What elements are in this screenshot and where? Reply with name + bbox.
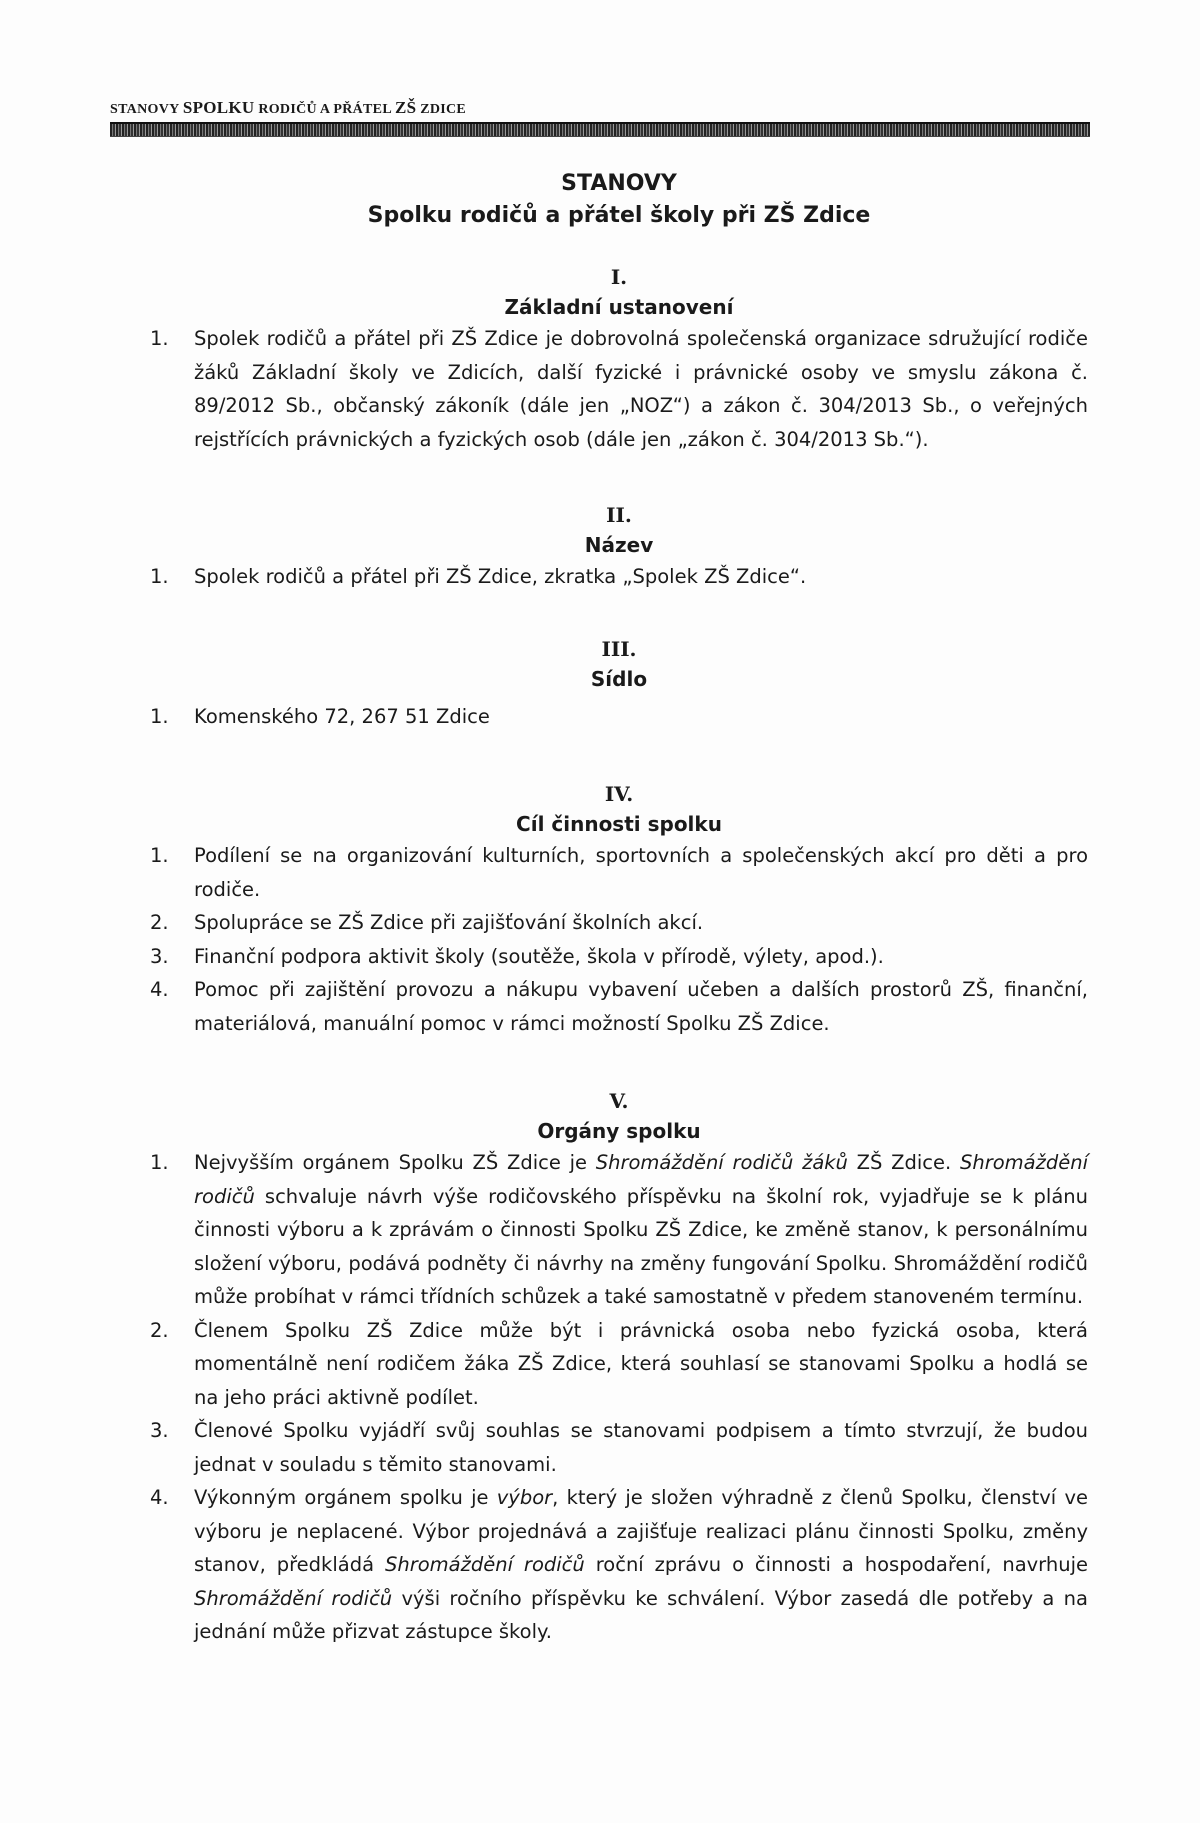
section-3 <box>150 634 1088 734</box>
item-number: 1. <box>150 844 169 867</box>
text-run-italic: Shromáždění rodičů žáků <box>595 1151 848 1174</box>
item-text <box>194 1486 1088 1643</box>
header-rule <box>110 122 1090 137</box>
text-run-italic: Shromáždění rodičů <box>194 1586 393 1610</box>
item-text: Komenského 72, 267 51 Zdice <box>194 704 490 728</box>
running-header <box>110 98 466 118</box>
running-header-rest: RODIČŮ A PŘÁTEL <box>258 102 392 117</box>
list-item <box>150 700 1088 734</box>
text-run-italic: Shromáždění rodičů <box>384 1553 585 1576</box>
section-1 <box>150 262 1088 456</box>
text-run: Výkonným orgánem spolku je <box>194 1486 497 1509</box>
item-number: 2. <box>150 1318 169 1342</box>
section-title: Sídlo <box>590 666 648 691</box>
document-title: STANOVY <box>561 171 677 196</box>
text-run: schvaluje návrh výše rodičovského příspěvku na školní rok, vyjadřuje se k plánu činnosti výboru a k zprávám o činnosti Spolku ZŠ Zdice, ke změně stanov, k personálnímu složení výboru, podává podněty či návrhy na změny fungování Spolku. Shromáždění rodičů může probíhat v rámci třídních schůzek a také samostatně v předem stanoveném termínu. <box>194 1184 1088 1308</box>
section-items <box>150 700 1088 734</box>
section-title: Název <box>584 533 654 557</box>
item-number: 4. <box>150 1486 169 1509</box>
item-number: 1. <box>150 327 169 350</box>
item-text: Spolek rodičů a přátel při ZŠ Zdice, zkratka „Spolek ZŠ Zdice“. <box>194 565 807 588</box>
text-run: , který je složen výhradně z členů Spolku, členství ve výboru je neplacené. Výbor projednává a zajišťuje realizaci plánu činnosti Spolku, změny stanov, předkládá <box>194 1486 1088 1576</box>
section-title: Základní ustanovení <box>504 295 734 319</box>
item-number: 3. <box>150 944 169 968</box>
list-item <box>150 973 1088 1040</box>
item-text: Finanční podpora aktivit školy (soutěže, škola v přírodě, výlety, apod.). <box>194 944 884 968</box>
section-title: Orgány spolku <box>537 1119 701 1143</box>
text-run-italic: Shromáždění rodičů <box>194 1151 1088 1208</box>
section-number: IV. <box>604 782 634 806</box>
section-title: Cíl činnosti spolku <box>516 812 722 836</box>
list-item <box>150 322 1088 456</box>
item-text: Členem Spolku ZŠ Zdice může být i právnická osoba nebo fyzická osoba, která momentálně není rodičem žáka ZŠ Zdice, která souhlasí se stanovami Spolku a hodlá se na jeho práci aktivně podílet. <box>194 1318 1088 1409</box>
text-run: Nejvyšším orgánem Spolku ZŠ Zdice je <box>194 1151 596 1174</box>
section-number: II. <box>606 503 632 527</box>
section-number: III. <box>601 636 637 661</box>
list-item <box>150 1414 1088 1481</box>
item-number: 3. <box>150 1419 169 1442</box>
item-number: 1. <box>150 565 169 588</box>
item-text: Spolek rodičů a přátel při ZŠ Zdice je dobrovolná společenská organizace sdružující rodiče žáků Základní školy ve Zdicích, další fyzické i právnické osoby ve smyslu zákona č. 89/2012 Sb., občanský zákoník (dále jen „NOZ“) a zákon č. 304/2013 Sb., o veřejných rejstřících právnických a fyzických osob (dále jen „zákon č. 304/2013 Sb.“). <box>194 327 1088 451</box>
section-items <box>150 322 1088 456</box>
list-item <box>150 560 1088 594</box>
text-run: ZŠ Zdice. <box>847 1151 960 1174</box>
text-run-italic: výbor <box>496 1486 553 1509</box>
item-text: Podílení se na organizování kulturních, sportovních a společenských akcí pro děti a pro rodiče. <box>194 844 1088 901</box>
list-item <box>150 839 1088 906</box>
document-body <box>150 168 1088 1649</box>
item-number: 1. <box>150 704 169 728</box>
item-number: 1. <box>150 1151 169 1174</box>
running-header-spolku: SPOLKU <box>182 98 255 117</box>
section-number: V. <box>609 1089 629 1113</box>
document-subtitle: Spolku rodičů a přátel školy při ZŠ Zdice <box>367 203 871 228</box>
section-number: I. <box>610 265 628 289</box>
item-text: Spolupráce se ZŠ Zdice při zajišťování školních akcí. <box>194 911 704 934</box>
section-items <box>150 1146 1088 1649</box>
running-header-zdice: ZDICE <box>420 102 467 117</box>
list-item <box>150 906 1088 940</box>
running-header-stanovy: STANOVY <box>110 102 179 117</box>
list-item <box>150 1314 1088 1415</box>
section-5 <box>150 1086 1088 1649</box>
item-number: 4. <box>150 978 169 1001</box>
item-text: Pomoc při zajištění provozu a nákupu vybavení učeben a dalších prostorů ZŠ, finanční, materiálová, manuální pomoc v rámci možností Spolku ZŠ Zdice. <box>194 978 1088 1035</box>
text-run: výši ročního příspěvku ke schválení. Výbor zasedá dle potřeby a na jednání může přizvat zástupce školy. <box>194 1586 1088 1643</box>
item-number: 2. <box>150 911 169 934</box>
item-text: Členové Spolku vyjádří svůj souhlas se stanovami podpisem a tímto stvrzují, že budou jednat v souladu s těmito stanovami. <box>194 1419 1088 1476</box>
list-item <box>150 940 1088 974</box>
running-header-zs: ZŠ <box>395 98 417 117</box>
section-4 <box>150 779 1088 1040</box>
section-items <box>150 560 1088 594</box>
section-2 <box>150 500 1088 594</box>
item-text <box>194 1151 1088 1308</box>
section-items <box>150 839 1088 1040</box>
list-item <box>150 1481 1088 1649</box>
text-run: roční zprávu o činnosti a hospodaření, navrhuje <box>584 1553 1088 1576</box>
list-item <box>150 1146 1088 1314</box>
